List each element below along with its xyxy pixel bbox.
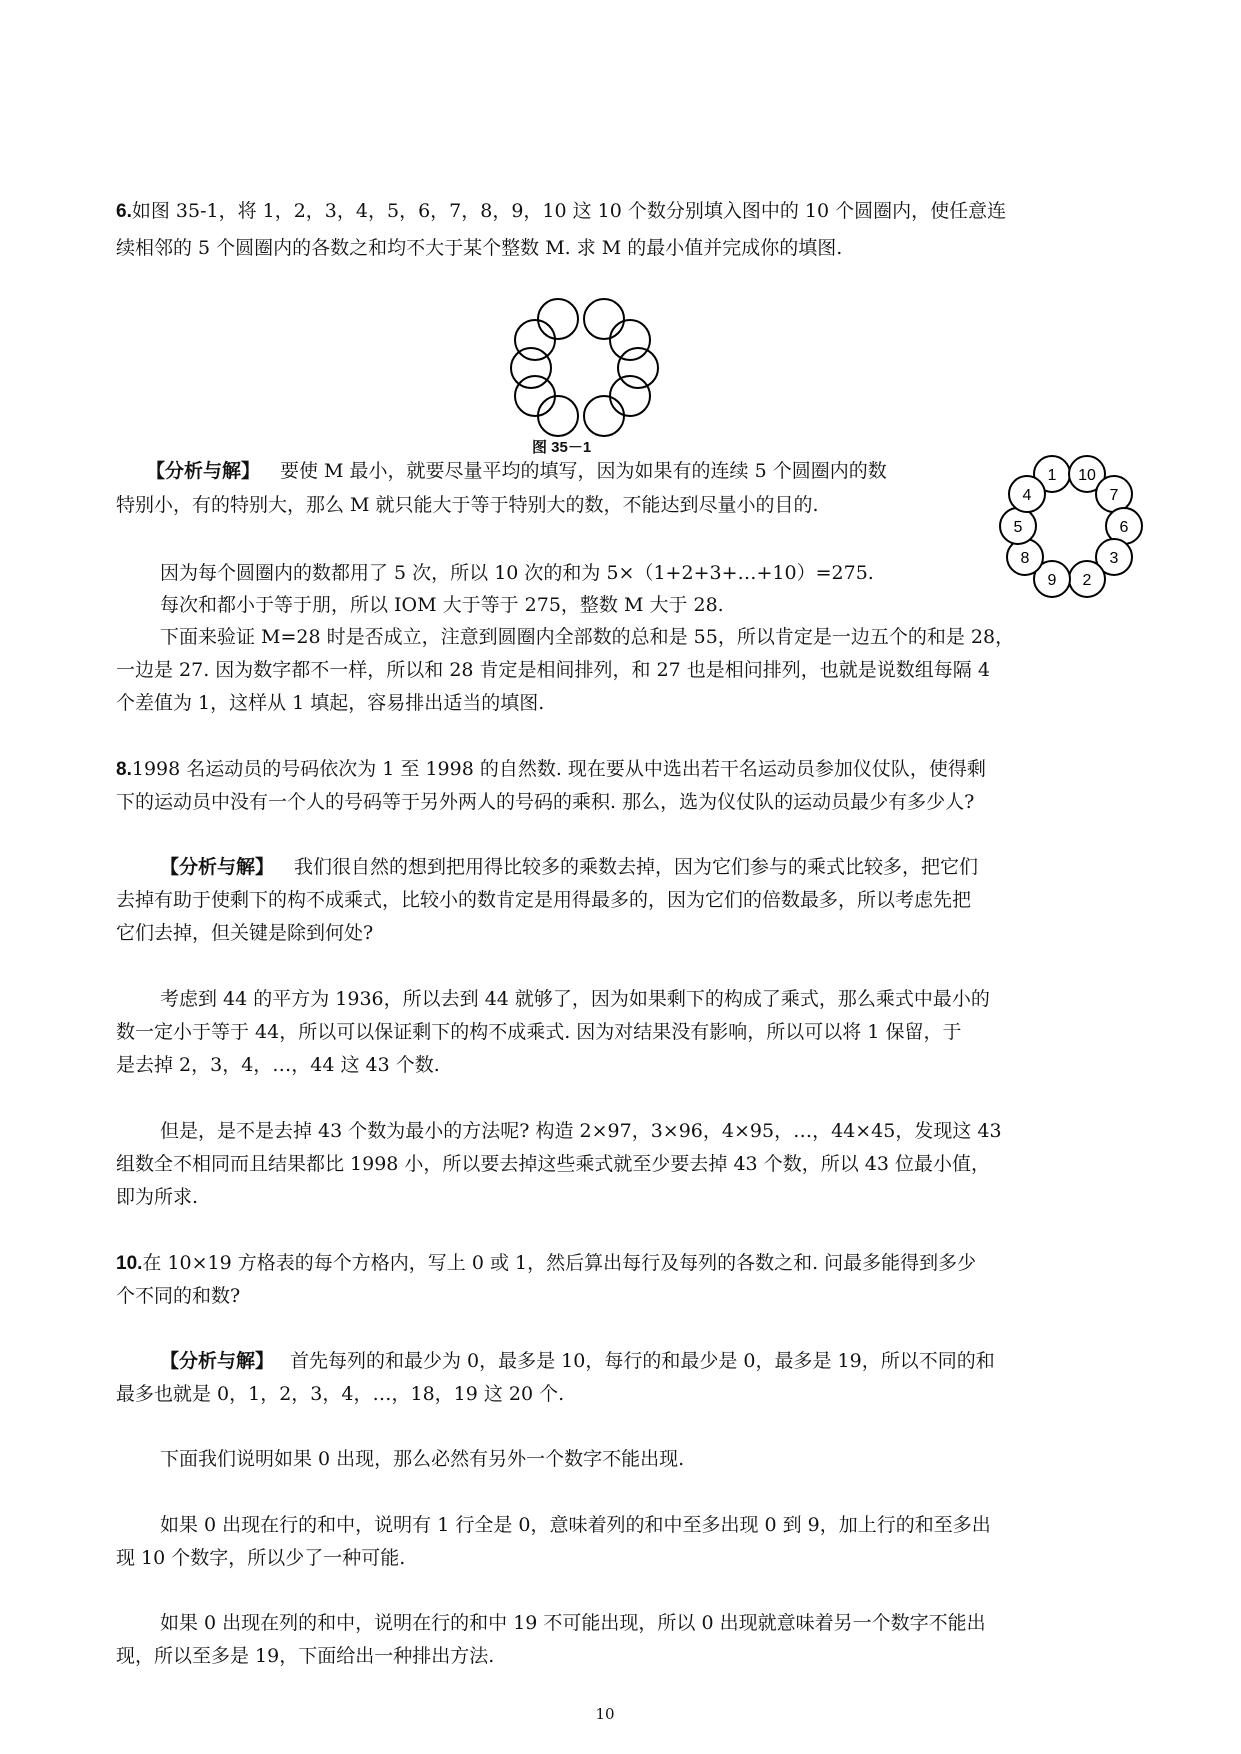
q10-text-1: 在 10×19 方格表的每个方格内，写上 0 或 1，然后算出每行及每列的各数之和. 问最多能得到多少: [142, 1252, 977, 1274]
q8-para2-line-1: 考虑到 44 的平方为 1936，所以去到 44 就够了，因为如果剩下的构成了乘式，那么乘式中最小的: [160, 988, 990, 1010]
answer-circle: [1009, 476, 1045, 512]
q6-analysis-line-1: [146, 456, 887, 486]
q8-line-2: 下的运动员中没有一个人的号码等于另外两人的号码的乘积. 那么，选为仪仗队的运动员最少有多少人?: [116, 791, 975, 813]
answer-value: 4: [1022, 487, 1032, 504]
ring-circle: [538, 396, 578, 436]
ring-circle: [515, 376, 555, 416]
q8-analysis-text-1: 我们很自然的想到把用得比较多的乘数去掉，因为它们参与的乘式比较多，把它们: [294, 856, 979, 878]
figure-caption: 图 35－1: [532, 439, 592, 456]
q6-text-1: 如图 35-1，将 1，2，3，4，5，6，7，8，9，10 这 10 个数分别填入图中的 10 个圆圈内，使任意连: [131, 200, 1007, 222]
answer-circle: [1000, 508, 1036, 544]
analysis-tag: 【分析与解】: [146, 460, 261, 482]
q10-analysis-text-1: 首先每列的和最少为 0，最多是 10，每行的和最少是 0，最多是 19，所以不同的和: [290, 1350, 995, 1372]
q10-para4-line-2: 现，所以至多是 19，下面给出一种排出方法.: [116, 1645, 495, 1667]
q6-line-1: [116, 196, 1006, 227]
q8-para2-line-2: 数一定小于等于 44，所以可以保证剩下的构不成乘式. 因为对结果没有影响，所以可以将 1 保留，于: [116, 1021, 962, 1043]
q6-body-line-1: 因为每个圆圈内的数都用了 5 次，所以 10 次的和为 5×（1+2+3+…+10）=275.: [160, 562, 874, 584]
q8-para3-line-2: 组数全不相同而且结果都比 1998 小，所以要去掉这些乘式就至少要去掉 43 个数，所以 43 位最小值，: [116, 1153, 990, 1175]
q8-para3-line-1: 但是，是不是去掉 43 个数为最小的方法呢? 构造 2×97，3×96，4×95，…，44×45，发现这 43: [160, 1120, 1002, 1142]
q10-para2: 下面我们说明如果 0 出现，那么必然有另外一个数字不能出现.: [160, 1448, 685, 1470]
answer-value: 1: [1047, 467, 1057, 484]
answer-value: 8: [1020, 550, 1030, 567]
q10-analysis-line-1: [160, 1346, 995, 1376]
ring-circle: [584, 396, 624, 436]
answer-value: 2: [1082, 572, 1092, 589]
answer-value: 6: [1119, 519, 1129, 536]
answer-value: 3: [1109, 550, 1119, 567]
ring-circle: [511, 348, 551, 388]
q8-text-1: 1998 名运动员的号码依次为 1 至 1998 的自然数. 现在要从中选出若干名运动员参加仪仗队，使得剩: [131, 758, 986, 780]
ring-figure-empty: [510, 296, 660, 440]
q10-line-1: [116, 1248, 976, 1279]
answer-value: 7: [1109, 487, 1119, 504]
q8-analysis-line-3: 它们去掉，但关键是除到何处?: [116, 922, 374, 944]
ring-figure-answer: [992, 452, 1160, 610]
q8-number: 8.: [116, 759, 132, 780]
answer-value: 9: [1047, 572, 1057, 589]
q6-body-line-4: 一边是 27. 因为数字都不一样，所以和 28 肯定是相间排列，和 27 也是相问排列，也就是说数组每隔 4: [116, 659, 990, 681]
q6-number: 6.: [116, 201, 132, 222]
answer-circle: [1069, 561, 1105, 597]
page-number: 10: [595, 1705, 615, 1723]
answer-value: 5: [1013, 519, 1023, 536]
ring-circle: [610, 320, 650, 360]
q10-number: 10.: [116, 1253, 143, 1274]
answer-circle: [1096, 476, 1132, 512]
q10-para3-line-1: 如果 0 出现在行的和中，说明有 1 行全是 0，意味着列的和中至多出现 0 到 9，加上行的和至多出: [160, 1514, 991, 1536]
ring-circle: [610, 376, 650, 416]
q6-analysis-text-1: 要使 M 最小，就要尽量平均的填写，因为如果有的连续 5 个圆圈内的数: [280, 460, 887, 482]
ring-circle: [618, 348, 658, 388]
q10-line-2: 个不同的和数?: [116, 1285, 241, 1307]
q8-analysis-line-2: 去掉有助于使剩下的构不成乘式，比较小的数肯定是用得最多的，因为它们的倍数最多，所以考虑先把: [116, 889, 972, 911]
q8-line-1: [116, 754, 986, 785]
q6-body-line-5: 个差值为 1，这样从 1 填起，容易排出适当的填图.: [116, 692, 545, 714]
q8-analysis-line-1: [160, 852, 978, 882]
q10-para3-line-2: 现 10 个数字，所以少了一种可能.: [116, 1547, 406, 1569]
ring-circle: [584, 299, 624, 339]
q6-body-line-2: 每次和都小于等于朋，所以 IOM 大于等于 275，整数 M 大于 28.: [160, 594, 724, 616]
q8-para2-line-3: 是去掉 2，3，4，…，44 这 43 个数.: [116, 1054, 440, 1076]
ring-circle: [515, 320, 555, 360]
q10-analysis-line-2: 最多也就是 0，1，2，3，4，…，18，19 这 20 个.: [116, 1383, 565, 1405]
q10-para4-line-1: 如果 0 出现在列的和中，说明在行的和中 19 不可能出现，所以 0 出现就意味着另一个数字不能出: [160, 1612, 986, 1634]
q6-body-line-3: 下面来验证 M=28 时是否成立，注意到圆圈内全部数的总和是 55，所以肯定是一边五个的和是 28，: [160, 626, 1015, 648]
answer-value: 10: [1078, 467, 1096, 484]
q6-analysis-line-2: 特别小，有的特别大，那么 M 就只能大于等于特别大的数，不能达到尽量小的目的.: [116, 494, 819, 516]
q8-para3-line-3: 即为所求.: [116, 1186, 199, 1208]
analysis-tag: 【分析与解】: [160, 856, 275, 878]
ring-circle: [538, 299, 578, 339]
q6-line-2: 续相邻的 5 个圆圈内的各数之和均不大于某个整数 M. 求 M 的最小值并完成你的填图.: [116, 237, 843, 259]
analysis-tag: 【分析与解】: [160, 1350, 275, 1372]
answer-circle: [1007, 539, 1043, 575]
